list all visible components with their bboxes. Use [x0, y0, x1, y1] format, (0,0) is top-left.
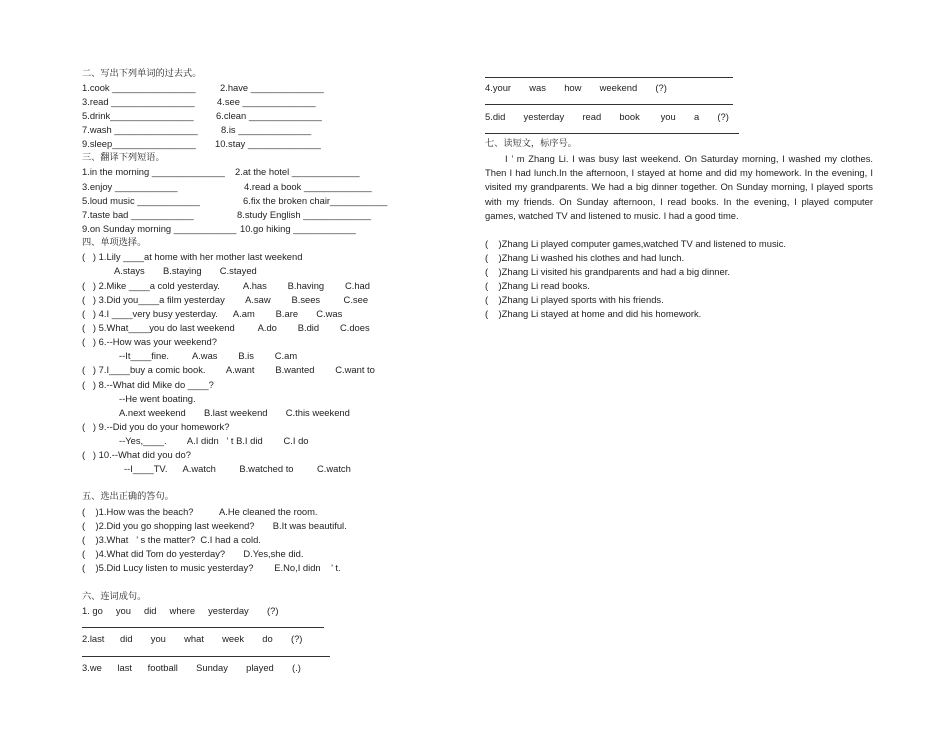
s2-item-4: 4.see ______________	[217, 96, 316, 107]
s6-q2: 2.last did you what week do (?)	[82, 633, 303, 644]
s2-item-8: 8.is ______________	[221, 124, 312, 135]
s2-item-10: 10.stay ______________	[215, 138, 321, 149]
reading-passage-text: I ’ m Zhang Li. I was busy last weekend. On Saturday morning, I washed my clothes. Then I had lunch.In the afternoon, I stayed at home and did my homework. In the evening, I visited my grandparents. We had a big dinner together. On Sunday morning, I played sports with my friends. On Sunday afternoon, I read books. In the evening, I played computer games, watched TV and listened to music. I had a good time.	[485, 153, 873, 221]
s2-item-7: 7.wash ________________	[82, 124, 198, 135]
s7-item-4: ( )Zhang Li read books.	[485, 280, 590, 291]
s5-q1: ( )1.How was the beach? A.He cleaned the room.	[82, 506, 318, 517]
s4-q8-options: A.next weekend B.last weekend C.this weekend	[119, 407, 350, 418]
s3-item-2: 2.at the hotel _____________	[235, 166, 360, 177]
s7-item-6: ( )Zhang Li stayed at home and did his homework.	[485, 308, 702, 319]
section-2-title: 二、写出下列单词的过去式。	[82, 68, 202, 79]
s2-item-9: 9.sleep________________	[82, 138, 196, 149]
s3-item-5: 5.loud music ____________	[82, 195, 200, 206]
s5-q4: ( )4.What did Tom do yesterday? D.Yes,she did.	[82, 548, 304, 559]
s4-q8-answer: --He went boating.	[119, 393, 196, 404]
s2-item-6: 6.clean ______________	[216, 110, 322, 121]
s6-q1: 1. go you did where yesterday (?)	[82, 605, 279, 616]
s3-item-9: 9.on Sunday morning ____________	[82, 223, 237, 234]
section-3-title: 三、翻译下列短语。	[82, 152, 165, 163]
s7-item-1: ( )Zhang Li played computer games,watched TV and listened to music.	[485, 238, 787, 249]
answer-line	[82, 627, 324, 628]
s6-q5: 5.did yesterday read book you a (?)	[485, 111, 729, 122]
s2-item-2: 2.have ______________	[220, 82, 324, 93]
s4-q3: ( ) 3.Did you____a film yesterday A.saw B.sees C.see	[82, 294, 369, 305]
s3-item-7: 7.taste bad ____________	[82, 209, 194, 220]
s2-item-3: 3.read ________________	[82, 96, 195, 107]
section-7-title: 七、读短文，标序号。	[485, 138, 577, 149]
s3-item-10: 10.go hiking ____________	[240, 223, 356, 234]
s4-q6-options: --It____fine. A.was B.is C.am	[119, 350, 298, 361]
answer-line	[82, 656, 330, 657]
s2-item-5: 5.drink________________	[82, 110, 194, 121]
s4-q7: ( ) 7.I____buy a comic book. A.want B.wanted C.want to	[82, 364, 375, 375]
s4-q2: ( ) 2.Mike ____a cold yesterday. A.has B.having C.had	[82, 280, 370, 291]
section-6-title: 六、连词成句。	[82, 591, 147, 602]
s3-item-8: 8.study English _____________	[237, 209, 371, 220]
s2-item-1: 1.cook ________________	[82, 82, 196, 93]
s4-q1: ( ) 1.Lily ____at home with her mother last weekend	[82, 251, 303, 262]
s4-q5: ( ) 5.What____you do last weekend A.do B.did C.does	[82, 322, 370, 333]
section-5-title: 五、选出正确的答句。	[82, 491, 174, 502]
s4-q1-options: A.stays B.staying C.stayed	[114, 265, 257, 276]
s5-q5: ( )5.Did Lucy listen to music yesterday? E.No,I didn ’ t.	[82, 562, 341, 573]
answer-line	[485, 77, 733, 78]
s4-q9-options: --Yes,____. A.I didn ’ t B.I did C.I do	[119, 435, 309, 446]
s7-item-3: ( )Zhang Li visited his grandparents and had a big dinner.	[485, 266, 730, 277]
s4-q9: ( ) 9.--Did you do your homework?	[82, 421, 230, 432]
s4-q10: ( ) 10.--What did you do?	[82, 449, 191, 460]
s3-item-4: 4.read a book _____________	[244, 181, 372, 192]
s4-q8: ( ) 8.--What did Mike do ____?	[82, 379, 214, 390]
s6-q3: 3.we last football Sunday played (.)	[82, 662, 301, 673]
s6-q4: 4.your was how weekend (?)	[485, 82, 667, 93]
s4-q6: ( ) 6.--How was your weekend?	[82, 336, 217, 347]
s5-q3: ( )3.What ’ s the matter? C.I had a cold.	[82, 534, 261, 545]
s4-q10-options: --I____TV. A.watch B.watched to C.watch	[124, 463, 351, 474]
reading-passage	[485, 152, 873, 223]
s3-item-1: 1.in the morning ______________	[82, 166, 225, 177]
s5-q2: ( )2.Did you go shopping last weekend? B.It was beautiful.	[82, 520, 347, 531]
s7-item-5: ( )Zhang Li played sports with his friends.	[485, 294, 664, 305]
s3-item-6: 6.fix the broken chair___________	[243, 195, 388, 206]
s4-q4: ( ) 4.I ____very busy yesterday. A.am B.are C.was	[82, 308, 343, 319]
answer-line	[485, 104, 733, 105]
section-4-title: 四、单项选择。	[82, 237, 147, 248]
answer-line	[485, 133, 739, 134]
s7-item-2: ( )Zhang Li washed his clothes and had lunch.	[485, 252, 685, 263]
s3-item-3: 3.enjoy ____________	[82, 181, 178, 192]
